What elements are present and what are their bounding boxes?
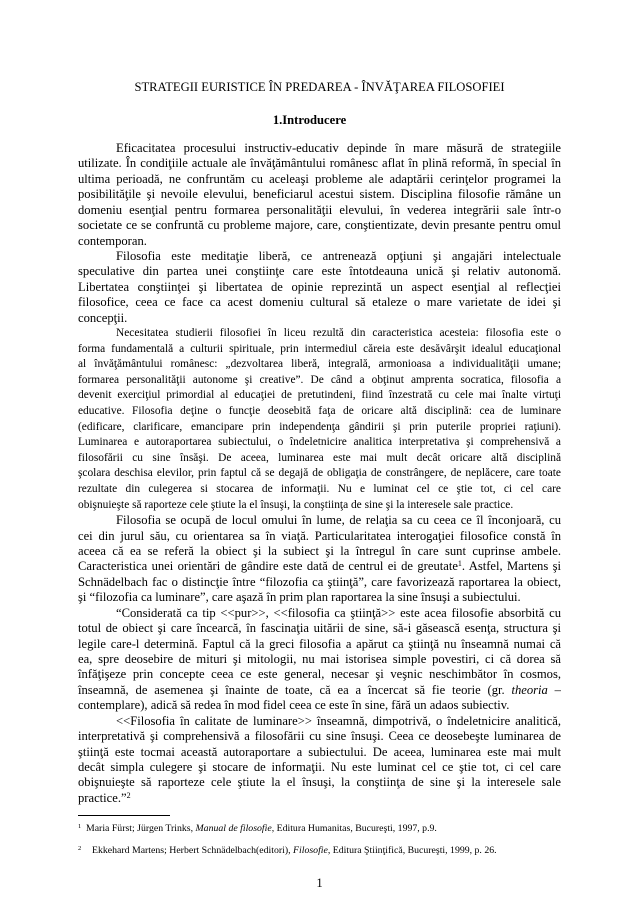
text-line: filosofării cu sine însăşi. De aceea, luminarea este mai mult decât oricare altă disciplină bbox=[78, 451, 561, 464]
footnote-number: 2 bbox=[78, 844, 82, 852]
document-body bbox=[78, 141, 561, 806]
text-line bbox=[78, 791, 561, 806]
text-segment: – bbox=[547, 682, 561, 697]
paragraph-4 bbox=[78, 513, 561, 606]
text-line: rezultate din culegerea si stocarea de informaţii. Nu e luminat cel ce ştie tot, ci cel care bbox=[78, 483, 561, 495]
text-line: forma fundamentală a culturii spirituale, prin intermediul căreia este desăvârşit idealul educaţional bbox=[78, 342, 561, 355]
text-line: totul de obiect şi care încearcă, în fascinaţia uitării de sine, să-i găsească esenţa, structura şi bbox=[78, 621, 561, 636]
text-line: speculative din partea unei conştiinţe care este întotdeauna unică şi relativ autonomă. bbox=[78, 264, 561, 279]
text-segment: practice.” bbox=[78, 790, 127, 805]
text-line: Libertatea conştiinţei şi libertatea de opinie reprezintă un aspect esenţial al reflecţiei bbox=[78, 279, 561, 294]
text-line: concepţii. bbox=[78, 310, 128, 325]
paragraph-5 bbox=[78, 606, 561, 714]
text-line: formarea personalităţii autonome şi creative”. De când a obţinut amprenta socratica, filosofia a bbox=[78, 373, 561, 386]
text-line: Filosofia este meditaţie liberă, ce antrenează opţiuni şi angajări intelectuale bbox=[116, 248, 561, 263]
text-line: şcolara deschisa elevilor, prin faptul că se degajă de obligaţia de constrângere, de neplăcere, care toate bbox=[78, 467, 561, 480]
footnote-work-title: Manual de filosofie, bbox=[195, 823, 275, 834]
text-line: obişnuieşte să raporteze cele ştiute la el însuşi, la conştiinţa de sine şi la interesele sale bbox=[78, 775, 561, 790]
text-line: interpretativă şi comprehensivă a filosofării cu sine însuşi. Ceea ce deosebeşte luminarea de bbox=[78, 729, 561, 744]
text-line: Schnädelbach fac o distincţie între “filozofia ca ştiinţă”, care favorizează raportarea la obiect, bbox=[78, 574, 561, 589]
text-line: ştiinţă este tocmai această autoraportare a subiectului. De aceea, luminarea este mai mult bbox=[78, 744, 561, 759]
text-segment: înseamnă, de asemenea şi înainte de toate, că ea a încercat să fie teorie (gr. bbox=[78, 682, 512, 697]
text-line: <<Filosofia în calitate de luminare>> înseamnă, dimpotrivă, o îndeletnicire analitică, bbox=[116, 713, 561, 728]
text-line: domeniu esenţial pentru formarea personalităţii elevului, în vederea integrării sale într-o bbox=[78, 202, 561, 217]
text-line: (edificare, clarificare, emancipare prin independenţa gândirii şi prin puterile propriei raţiuni). bbox=[78, 420, 561, 433]
footnote-authors: Maria Fürst; Jürgen Trinks, bbox=[86, 823, 196, 834]
footnote-1 bbox=[78, 822, 561, 837]
text-line: Eficacitatea procesului instructiv-educativ depinde în mare măsură de strategiile bbox=[116, 141, 561, 155]
text-line: înfăţişeze prin concepte ceea ce este general, necesar şi veşnic neschimbător în cosmos, bbox=[78, 667, 561, 682]
footnote-authors: Ekkehard Martens; Herbert Schnädelbach(editori), bbox=[92, 845, 294, 856]
section-heading: 1.Introducere bbox=[272, 113, 347, 127]
text-line: educative. Filosofia deţine o funcţie deosebită faţa de oricare altă disciplină: cea de luminare bbox=[78, 405, 561, 418]
text-line: societate ce se confruntă cu probleme majore, care, conştientizate, devin presante pentru omul bbox=[78, 218, 561, 233]
footnote-details: Editura Humanitas, Bucureşti, 1997, p.9. bbox=[274, 823, 437, 834]
text-line: Necesitatea studierii filosofiei în liceu rezultă din caracteristica acesteia: filosofia este o bbox=[116, 327, 561, 340]
text-line: contemporan. bbox=[78, 233, 147, 248]
text-line: al învăţământului românesc: „dezvoltarea liberă, integrală, armonioasa a individualităţii umane; bbox=[78, 358, 561, 371]
paragraph-1 bbox=[78, 141, 561, 249]
text-line: Filosofia se ocupă de locul omului în lume, de relaţia sa cu ceea ce îl înconjoară, cu bbox=[116, 513, 561, 528]
paragraph-2 bbox=[78, 249, 561, 326]
document-title: STRATEGII EURISTICE ÎN PREDAREA - ÎNVĂŢAREA FILOSOFIEI bbox=[134, 80, 505, 94]
footnote-separator bbox=[78, 815, 170, 816]
text-line: cei din jurul său, cu orientarea sa în viaţă. Particularitatea interogaţiei filosofice constă în bbox=[78, 528, 561, 543]
footnote-reference-2: 2 bbox=[126, 790, 131, 800]
text-line: filosofice, ceea ce face ca acest domeniu cultural să etaleze o mare varietate de idei şi bbox=[78, 295, 561, 310]
footnote-number: 1 bbox=[78, 822, 82, 830]
text-line: aceea că ea se referă la obiect şi la subiect şi la întregul în care sunt cuprinse ambele. bbox=[78, 544, 561, 559]
text-line bbox=[78, 559, 561, 574]
text-line: contemplare), adică să redea în mod fidel ceea ce este în sine, fără un adaos subiectiv. bbox=[78, 698, 510, 713]
text-line: decât simpla culegere şi stocare de informaţii. Nu este luminat cel ce ştie tot, ci cel care bbox=[78, 759, 561, 774]
page-number: 1 bbox=[316, 876, 323, 890]
text-line bbox=[78, 683, 561, 698]
text-line: “Considerată ca tip <<pur>>, <<filosofia ca ştiinţă>> este acea filosofie absorbită cu bbox=[116, 605, 561, 620]
italic-term: theoria bbox=[511, 682, 548, 697]
paragraph-6 bbox=[78, 714, 561, 807]
footnote-work-title: Filosofie bbox=[293, 845, 328, 856]
text-line: utilizate. În condiţiile actuale ale învăţământului românesc aflat în plină reformă, în special în bbox=[78, 156, 561, 171]
text-line: obişnuieşte să raporteze cele ştiute la el însuşi, la conştiinţa de sine şi la interesele sale practice. bbox=[78, 498, 514, 511]
text-line: posibilităţile şi nevoile elevului, beneficiarul acestui sistem. Disciplina filosofie rămâne un bbox=[78, 187, 561, 202]
text-line: Luminarea e autoraportarea subiectului, o îndeletnicire analitica interpretativa şi comprehensivă a bbox=[78, 436, 561, 449]
text-line: ultima perioadă, ne confruntăm cu aceleaşi probleme ale adaptării cerinţelor programei la bbox=[78, 171, 561, 186]
text-line: ea, spre deosebire de mituri şi mitologii, nu mai istorisea simple povestiri, ci că dorea să bbox=[78, 651, 561, 666]
text-line: şi “filozofia ca luminare”, care aşază în prim plan raportarea la sine însuşi a subiectului. bbox=[78, 590, 521, 605]
footnote-reference-1: 1 bbox=[457, 559, 462, 569]
text-line: legile care-l determină. Faptul că la greci filosofia a apărut ca ştiinţă nu înseamnă numai că bbox=[78, 636, 561, 651]
footnote-2 bbox=[78, 844, 561, 859]
text-segment: Caracteristica unei orientări de gândire este dată de centrul ei de greutate bbox=[78, 559, 458, 574]
text-line: devenit exerciţiul primordial al educaţiei de pretutindeni, fiind înzestrată cu cele mai înalte virtuţi bbox=[78, 389, 561, 402]
text-segment: . Astfel, Martens şi bbox=[461, 559, 561, 574]
footnote-details: , Editura Ştiinţifică, Bucureşti, 1999, p. 26. bbox=[327, 845, 497, 856]
paragraph-3 bbox=[78, 326, 561, 513]
